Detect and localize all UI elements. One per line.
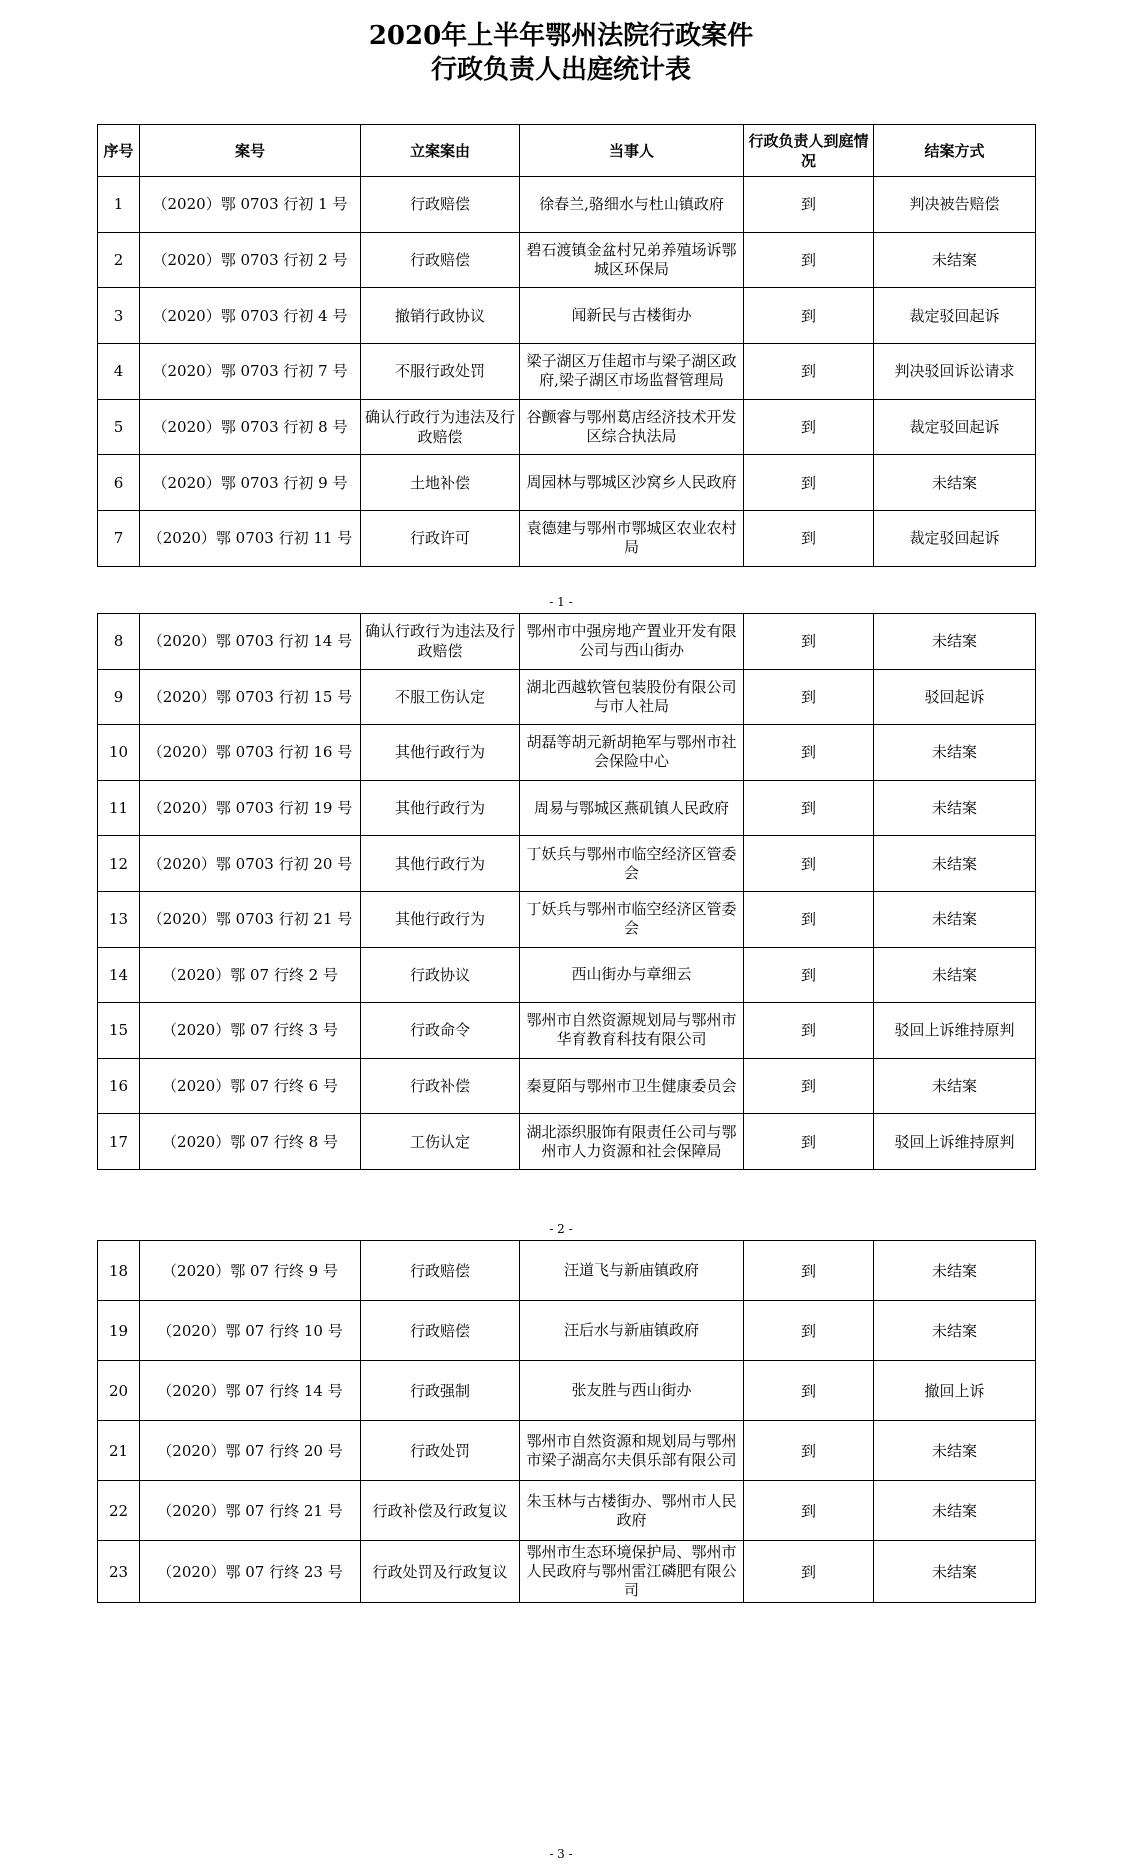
header-parties: 当事人 [520,125,744,177]
table-row [98,1058,1036,1114]
cell-cause: 撤销行政协议 [361,288,520,344]
cell-seq: 11 [98,780,140,836]
cell-case-no: （2020）鄂 07 行终 8 号 [140,1114,361,1170]
cell-attendance: 到 [744,1058,874,1114]
cell-closure: 未结案 [874,455,1036,511]
cell-cause: 其他行政行为 [361,780,520,836]
cell-attendance: 到 [744,1241,874,1301]
cell-attendance: 到 [744,344,874,400]
cell-seq: 23 [98,1541,140,1603]
table-row [98,1481,1036,1541]
cell-closure: 未结案 [874,614,1036,670]
cell-closure: 未结案 [874,1481,1036,1541]
header-case-no: 案号 [140,125,361,177]
cell-seq: 4 [98,344,140,400]
cell-cause: 工伤认定 [361,1114,520,1170]
cell-attendance: 到 [744,1541,874,1603]
table-row [98,288,1036,344]
cell-closure: 未结案 [874,725,1036,781]
cell-cause: 行政许可 [361,511,520,567]
cell-closure: 未结案 [874,780,1036,836]
case-table-page-3 [97,1240,1036,1603]
cell-parties: 谷颤睿与鄂州葛店经济技术开发区综合执法局 [520,399,744,455]
cell-cause: 不服工伤认定 [361,669,520,725]
cell-closure: 裁定驳回起诉 [874,511,1036,567]
cell-attendance: 到 [744,177,874,233]
cell-cause: 行政赔偿 [361,232,520,288]
cell-attendance: 到 [744,891,874,947]
cell-attendance: 到 [744,1421,874,1481]
cell-seq: 21 [98,1421,140,1481]
cell-cause: 行政强制 [361,1361,520,1421]
header-seq: 序号 [98,125,140,177]
cell-cause: 其他行政行为 [361,836,520,892]
cell-case-no: （2020）鄂 0703 行初 8 号 [140,399,361,455]
cell-closure: 驳回起诉 [874,669,1036,725]
cell-cause: 行政命令 [361,1003,520,1059]
cell-cause: 土地补偿 [361,455,520,511]
cell-parties: 西山街办与章细云 [520,947,744,1003]
cell-attendance: 到 [744,399,874,455]
cell-case-no: （2020）鄂 0703 行初 19 号 [140,780,361,836]
table-row [98,1114,1036,1170]
page-number: - 1 - [549,595,573,609]
cell-closure: 未结案 [874,1541,1036,1603]
cell-attendance: 到 [744,455,874,511]
cell-closure: 未结案 [874,1058,1036,1114]
cell-attendance: 到 [744,288,874,344]
cell-cause: 行政协议 [361,947,520,1003]
cell-case-no: （2020）鄂 0703 行初 21 号 [140,891,361,947]
cell-closure: 判决被告赔偿 [874,177,1036,233]
cell-cause: 确认行政行为违法及行政赔偿 [361,614,520,670]
table-row [98,511,1036,567]
table-row [98,1003,1036,1059]
table-row [98,836,1036,892]
cell-closure: 未结案 [874,1241,1036,1301]
table-row [98,455,1036,511]
cell-seq: 19 [98,1301,140,1361]
page-number: - 3 - [549,1847,573,1861]
cell-case-no: （2020）鄂 0703 行初 15 号 [140,669,361,725]
cell-case-no: （2020）鄂 07 行终 23 号 [140,1541,361,1603]
cell-parties: 鄂州市生态环境保护局、鄂州市人民政府与鄂州雷江磷肥有限公司 [520,1541,744,1603]
cell-parties: 朱玉林与古楼街办、鄂州市人民政府 [520,1481,744,1541]
cell-closure: 未结案 [874,1421,1036,1481]
table-row [98,725,1036,781]
cell-case-no: （2020）鄂 07 行终 21 号 [140,1481,361,1541]
cell-parties: 鄂州市自然资源规划局与鄂州市华育教育科技有限公司 [520,1003,744,1059]
cell-attendance: 到 [744,669,874,725]
cell-attendance: 到 [744,232,874,288]
cell-case-no: （2020）鄂 0703 行初 4 号 [140,288,361,344]
cell-case-no: （2020）鄂 07 行终 14 号 [140,1361,361,1421]
cell-parties: 汪后水与新庙镇政府 [520,1301,744,1361]
cell-case-no: （2020）鄂 0703 行初 9 号 [140,455,361,511]
cell-parties: 湖北添织服饰有限责任公司与鄂州市人力资源和社会保障局 [520,1114,744,1170]
table-row [98,1301,1036,1361]
table-row [98,1361,1036,1421]
cell-closure: 裁定驳回起诉 [874,288,1036,344]
table-row [98,891,1036,947]
table-row [98,232,1036,288]
cell-parties: 闻新民与古楼街办 [520,288,744,344]
table-row [98,780,1036,836]
cell-parties: 丁妖兵与鄂州市临空经济区管委会 [520,891,744,947]
cell-cause: 行政补偿及行政复议 [361,1481,520,1541]
cell-parties: 秦夏陌与鄂州市卫生健康委员会 [520,1058,744,1114]
table-row [98,399,1036,455]
cell-case-no: （2020）鄂 07 行终 20 号 [140,1421,361,1481]
cell-seq: 15 [98,1003,140,1059]
case-table-page-1 [97,124,1036,567]
cell-seq: 6 [98,455,140,511]
cell-parties: 碧石渡镇金盆村兄弟养殖场诉鄂城区环保局 [520,232,744,288]
cell-closure: 未结案 [874,836,1036,892]
cell-case-no: （2020）鄂 07 行终 2 号 [140,947,361,1003]
cell-case-no: （2020）鄂 0703 行初 7 号 [140,344,361,400]
cell-attendance: 到 [744,780,874,836]
cell-attendance: 到 [744,1361,874,1421]
cell-case-no: （2020）鄂 0703 行初 2 号 [140,232,361,288]
cell-cause: 行政赔偿 [361,177,520,233]
page-title: 2020年上半年鄂州法院行政案件 [368,21,754,51]
cell-closure: 判决驳回诉讼请求 [874,344,1036,400]
cell-attendance: 到 [744,1301,874,1361]
cell-cause: 行政补偿 [361,1058,520,1114]
cell-closure: 驳回上诉维持原判 [874,1003,1036,1059]
cell-seq: 2 [98,232,140,288]
case-table-page-2 [97,613,1036,1170]
cell-parties: 丁妖兵与鄂州市临空经济区管委会 [520,836,744,892]
cell-parties: 徐春兰,骆细水与杜山镇政府 [520,177,744,233]
header-attendance: 行政负责人到庭情况 [744,125,874,177]
cell-closure: 裁定驳回起诉 [874,399,1036,455]
cell-seq: 13 [98,891,140,947]
cell-parties: 周易与鄂城区燕矶镇人民政府 [520,780,744,836]
cell-seq: 12 [98,836,140,892]
cell-case-no: （2020）鄂 0703 行初 1 号 [140,177,361,233]
header-cause: 立案案由 [361,125,520,177]
cell-case-no: （2020）鄂 07 行终 3 号 [140,1003,361,1059]
cell-attendance: 到 [744,1481,874,1541]
page-number: - 2 - [549,1222,573,1236]
table-row [98,177,1036,233]
cell-case-no: （2020）鄂 07 行终 9 号 [140,1241,361,1301]
table-row [98,344,1036,400]
cell-seq: 10 [98,725,140,781]
cell-parties: 湖北西越软管包装股份有限公司与市人社局 [520,669,744,725]
table-row [98,1421,1036,1481]
cell-seq: 8 [98,614,140,670]
cell-cause: 行政赔偿 [361,1241,520,1301]
cell-seq: 14 [98,947,140,1003]
cell-attendance: 到 [744,725,874,781]
cell-seq: 18 [98,1241,140,1301]
cell-parties: 梁子湖区万佳超市与梁子湖区政府,梁子湖区市场监督管理局 [520,344,744,400]
cell-cause: 行政处罚及行政复议 [361,1541,520,1603]
cell-case-no: （2020）鄂 0703 行初 16 号 [140,725,361,781]
cell-attendance: 到 [744,836,874,892]
cell-attendance: 到 [744,614,874,670]
table-row [98,614,1036,670]
table-row [98,1541,1036,1603]
page-subtitle: 行政负责人出庭统计表 [430,55,691,85]
cell-case-no: （2020）鄂 0703 行初 11 号 [140,511,361,567]
cell-seq: 20 [98,1361,140,1421]
table-row [98,947,1036,1003]
cell-case-no: （2020）鄂 07 行终 6 号 [140,1058,361,1114]
cell-parties: 鄂州市中强房地产置业开发有限公司与西山街办 [520,614,744,670]
table-row [98,1241,1036,1301]
cell-parties: 汪道飞与新庙镇政府 [520,1241,744,1301]
cell-seq: 22 [98,1481,140,1541]
cell-seq: 1 [98,177,140,233]
cell-seq: 17 [98,1114,140,1170]
cell-seq: 16 [98,1058,140,1114]
cell-cause: 不服行政处罚 [361,344,520,400]
cell-cause: 其他行政行为 [361,891,520,947]
cell-case-no: （2020）鄂 0703 行初 14 号 [140,614,361,670]
cell-seq: 9 [98,669,140,725]
cell-parties: 鄂州市自然资源和规划局与鄂州市梁子湖高尔夫俱乐部有限公司 [520,1421,744,1481]
cell-closure: 撤回上诉 [874,1361,1036,1421]
cell-parties: 袁德建与鄂州市鄂城区农业农村局 [520,511,744,567]
cell-closure: 未结案 [874,232,1036,288]
cell-seq: 5 [98,399,140,455]
cell-cause: 确认行政行为违法及行政赔偿 [361,399,520,455]
cell-attendance: 到 [744,511,874,567]
header-closure: 结案方式 [874,125,1036,177]
cell-cause: 行政处罚 [361,1421,520,1481]
cell-attendance: 到 [744,947,874,1003]
cell-cause: 其他行政行为 [361,725,520,781]
table-row [98,669,1036,725]
table-header-row [98,125,1036,177]
cell-seq: 7 [98,511,140,567]
cell-parties: 张友胜与西山街办 [520,1361,744,1421]
cell-seq: 3 [98,288,140,344]
cell-case-no: （2020）鄂 07 行终 10 号 [140,1301,361,1361]
cell-attendance: 到 [744,1114,874,1170]
cell-cause: 行政赔偿 [361,1301,520,1361]
cell-closure: 未结案 [874,891,1036,947]
cell-attendance: 到 [744,1003,874,1059]
cell-parties: 胡磊等胡元新胡艳军与鄂州市社会保险中心 [520,725,744,781]
cell-case-no: （2020）鄂 0703 行初 20 号 [140,836,361,892]
cell-closure: 驳回上诉维持原判 [874,1114,1036,1170]
cell-closure: 未结案 [874,1301,1036,1361]
cell-closure: 未结案 [874,947,1036,1003]
cell-parties: 周园林与鄂城区沙窝乡人民政府 [520,455,744,511]
